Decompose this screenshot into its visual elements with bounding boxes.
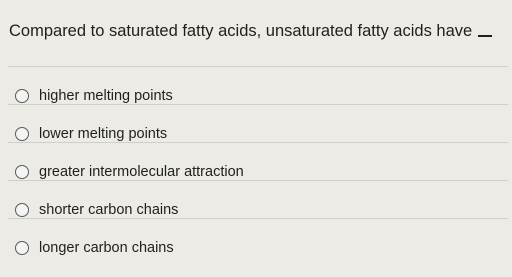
option-label: shorter carbon chains xyxy=(39,202,179,218)
radio-button[interactable] xyxy=(15,89,29,103)
answer-blank xyxy=(478,21,492,37)
radio-button[interactable] xyxy=(15,203,29,217)
divider xyxy=(8,66,508,67)
question-prompt: Compared to saturated fatty acids, unsaturated fatty acids have xyxy=(9,22,473,40)
option-lower-melting-points[interactable] xyxy=(0,122,512,150)
radio-button[interactable] xyxy=(15,127,29,141)
question-text xyxy=(9,20,509,42)
divider xyxy=(8,104,508,105)
divider xyxy=(8,180,508,181)
option-longer-carbon-chains[interactable] xyxy=(0,236,512,264)
radio-button[interactable] xyxy=(15,241,29,255)
option-label: higher melting points xyxy=(39,88,173,104)
option-label: lower melting points xyxy=(39,126,168,142)
option-greater-intermolecular-attraction[interactable] xyxy=(0,160,512,188)
option-higher-melting-points[interactable] xyxy=(0,84,512,112)
option-label: longer carbon chains xyxy=(39,240,174,256)
radio-button[interactable] xyxy=(15,165,29,179)
option-shorter-carbon-chains[interactable] xyxy=(0,198,512,226)
divider xyxy=(8,142,508,143)
option-label: greater intermolecular attraction xyxy=(39,164,244,180)
divider xyxy=(8,218,508,219)
